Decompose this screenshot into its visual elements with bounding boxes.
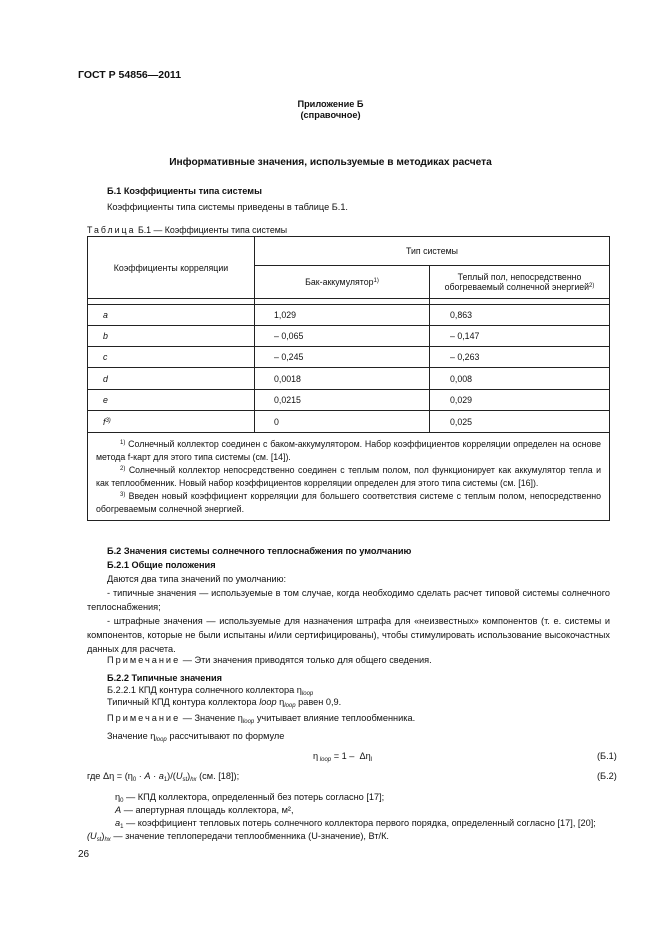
coef-name: [88, 368, 255, 390]
coef-name-text: d: [103, 373, 108, 384]
section-b1-text: Коэффициенты типа системы приведены в таблице Б.1.: [107, 202, 348, 212]
appendix-subtitle: (справочное): [300, 110, 361, 120]
typical-efficiency-text-a: Типичный КПД контура коллектора: [107, 697, 257, 707]
where-word: где: [87, 771, 101, 781]
col-header-floor-line2-text: обогреваемый солнечной энергией: [444, 282, 590, 292]
section-b221-text: Б.2.2.1 КПД контура солнечного коллектора: [107, 685, 295, 695]
footnote: [96, 463, 601, 489]
table-row: [88, 390, 610, 411]
tank-value: 0,0018: [255, 368, 430, 390]
col-header-floor-line2: [434, 282, 605, 292]
coef-name-text: a: [103, 310, 108, 320]
system-type-table: [87, 236, 610, 521]
footnote-mark: 3): [120, 492, 126, 499]
page-number: 26: [78, 849, 90, 860]
bullet-typical: - типичные значения — используемые в том случае, когда необходимо сделать расчет типовой системы солнечного теплоснабжения;: [87, 588, 610, 612]
section-b22-heading: Б.2.2 Типичные значения: [107, 673, 222, 683]
floor-value: – 0,263: [430, 347, 610, 368]
tank-value: – 0,245: [255, 347, 430, 368]
formula-intro: Значение $\eta_{loop}$ рассчитывают по формуле: [107, 731, 285, 743]
main-title: Информативные значения, используемые в методиках расчета: [169, 157, 492, 168]
note-1: [107, 655, 432, 665]
section-b2-heading: Б.2 Значения системы солнечного теплоснабжения по умолчанию: [107, 546, 412, 556]
note-2: Примечание — Значение $\eta_{loop}$ учитывает влияние теплообменника.: [107, 713, 416, 725]
section-b1-heading: Б.1 Коэффициенты типа системы: [107, 186, 262, 196]
floor-value: 0,008: [430, 368, 610, 390]
def-text: — значение теплопередачи теплообменника (U-значение), Вт/К.: [113, 831, 389, 841]
col-header-tank-label: Бак-аккумулятор: [305, 277, 374, 287]
definition-a1: [115, 818, 596, 830]
appendix-title: Приложение Б: [297, 99, 364, 109]
bullet-penalty: - штрафные значения — используемые для назначения штрафа для «неизвестных» компонентов (т. е. системы и компонентов, которые не были испытаны и/или сертифицированы), чтобы стимулировать использование высокочастных данных для расчета.: [87, 616, 610, 654]
coef-name: [88, 326, 255, 347]
equation-2: где $\Delta\eta = (\eta_0 \cdot A \cdot a_1)/(U_{st})_{hx}$ (см. [18]);: [87, 771, 240, 783]
document-id: ГОСТ Р 54856—2011: [78, 69, 182, 81]
coef-name-text: b: [103, 331, 108, 341]
section-b21-heading: Б.2.1 Общие положения: [107, 560, 216, 570]
loop-word: loop: [259, 697, 277, 707]
equation-2-number: (Б.2): [597, 771, 617, 781]
footnote-mark: 2): [120, 466, 126, 473]
def-symbol: (U: [87, 831, 97, 841]
floor-value: 0,025: [430, 411, 610, 433]
tank-value: 0,0215: [255, 390, 430, 411]
col-header-tank-sup: 1): [373, 278, 379, 284]
table-caption-rest: Б.1 — Коэффициенты типа системы: [137, 225, 288, 235]
equation-1: η $_{loop} = 1 - \Delta\eta_l$: [313, 751, 373, 763]
footnote: [96, 489, 601, 515]
coef-name: [88, 411, 255, 433]
tank-value: 1,029: [255, 305, 430, 326]
formula-intro-b: рассчитывают по формуле: [169, 731, 285, 741]
footnote-text: Солнечный коллектор соединен с баком-аккумулятором. Набор коэффициентов корреляции определен на основе метода f-карт для этого типа системы (см. [14]).: [96, 439, 601, 462]
def-text: — коэффициент тепловых потерь солнечного коллектора первого порядка, определенный согласно [17], [20];: [126, 818, 596, 828]
col-header-floor-sup: 2): [589, 283, 595, 289]
def-sub: 1: [120, 824, 124, 830]
definition-ust: $(U_{st})_{hx}$ — значение теплопередачи теплообменника (U-значение), Вт/К.: [87, 831, 389, 843]
coef-sup: 3): [105, 417, 111, 424]
footnote-text: Солнечный коллектор непосредственно соединен с теплым полом, пол функционирует как аккумулятор тепла и как теплообменник. Новый набор коэффициентов корреляции определен для этого типа системы (см. [16]).: [96, 465, 601, 488]
floor-value: – 0,147: [430, 326, 610, 347]
def-text: — КПД коллектора, определенный без потерь согласно [17];: [126, 792, 385, 802]
definition-a: [115, 805, 294, 815]
typical-efficiency-text: Типичный КПД контура коллектора loop $\eta_{loop}$ равен 0,9.: [107, 697, 342, 709]
floor-value: 0,863: [430, 305, 610, 326]
table-row: [88, 411, 610, 433]
note-label: Примечание: [107, 713, 181, 723]
formula-intro-a: Значение: [107, 731, 148, 741]
typical-efficiency-text-b: равен 0,9.: [298, 697, 342, 707]
section-b221-heading: [107, 685, 313, 697]
col-header-coefficients: Коэффициенты корреляции: [88, 237, 255, 299]
def-sub: st: [96, 837, 102, 843]
section-b21-text: Даются два типа значений по умолчанию:: [107, 574, 287, 584]
group-header-system-type: Тип системы: [255, 237, 610, 266]
footnote: [96, 437, 601, 463]
footnote-text: Введен новый коэффициент корреляции для большего соответствия системе с теплым полом, непосредственно обогреваемым солнечной энергией.: [96, 491, 601, 514]
table-row: [88, 305, 610, 326]
note-text: — Эти значения приводятся только для общего сведения.: [182, 655, 432, 665]
table-caption: [87, 225, 287, 235]
definition-eta0: [115, 792, 384, 804]
col-header-floor-line1: Теплый пол, непосредственно: [457, 272, 582, 282]
eta-loop-symbol: $\eta_{loop}$: [296, 685, 314, 697]
col-header-floor: [430, 266, 610, 299]
equation-2-ref: (см. [18]);: [199, 771, 240, 781]
note2-text-b: учитывает влияние теплообменника.: [256, 713, 416, 723]
col-header-tank: [255, 266, 430, 299]
table-row: [88, 347, 610, 368]
floor-value: 0,029: [430, 390, 610, 411]
def-symbol: a: [115, 818, 121, 828]
table-caption-prefix: Таблица: [87, 225, 136, 235]
note2-text-a: — Значение: [182, 713, 236, 723]
table-footnotes: [88, 433, 610, 521]
footnote-mark: 1): [120, 440, 126, 446]
def-symbol: η: [115, 792, 121, 802]
tank-value: 0: [255, 411, 430, 433]
table-row: [88, 368, 610, 390]
coef-name-text: f: [103, 416, 106, 427]
def-sub: 0: [120, 798, 124, 804]
def-symbol: A: [115, 805, 122, 815]
coef-name-text: c: [103, 352, 108, 362]
coef-name-text: e: [103, 395, 108, 405]
equation-1-number: (Б.1): [597, 751, 617, 761]
def-text: — апертурная площадь коллектора, м²,: [123, 805, 294, 815]
tank-value: – 0,065: [255, 326, 430, 347]
coef-name: [88, 347, 255, 368]
note-label: Примечание: [107, 655, 181, 665]
table-row: [88, 326, 610, 347]
coef-name: [88, 305, 255, 326]
coef-name: [88, 390, 255, 411]
